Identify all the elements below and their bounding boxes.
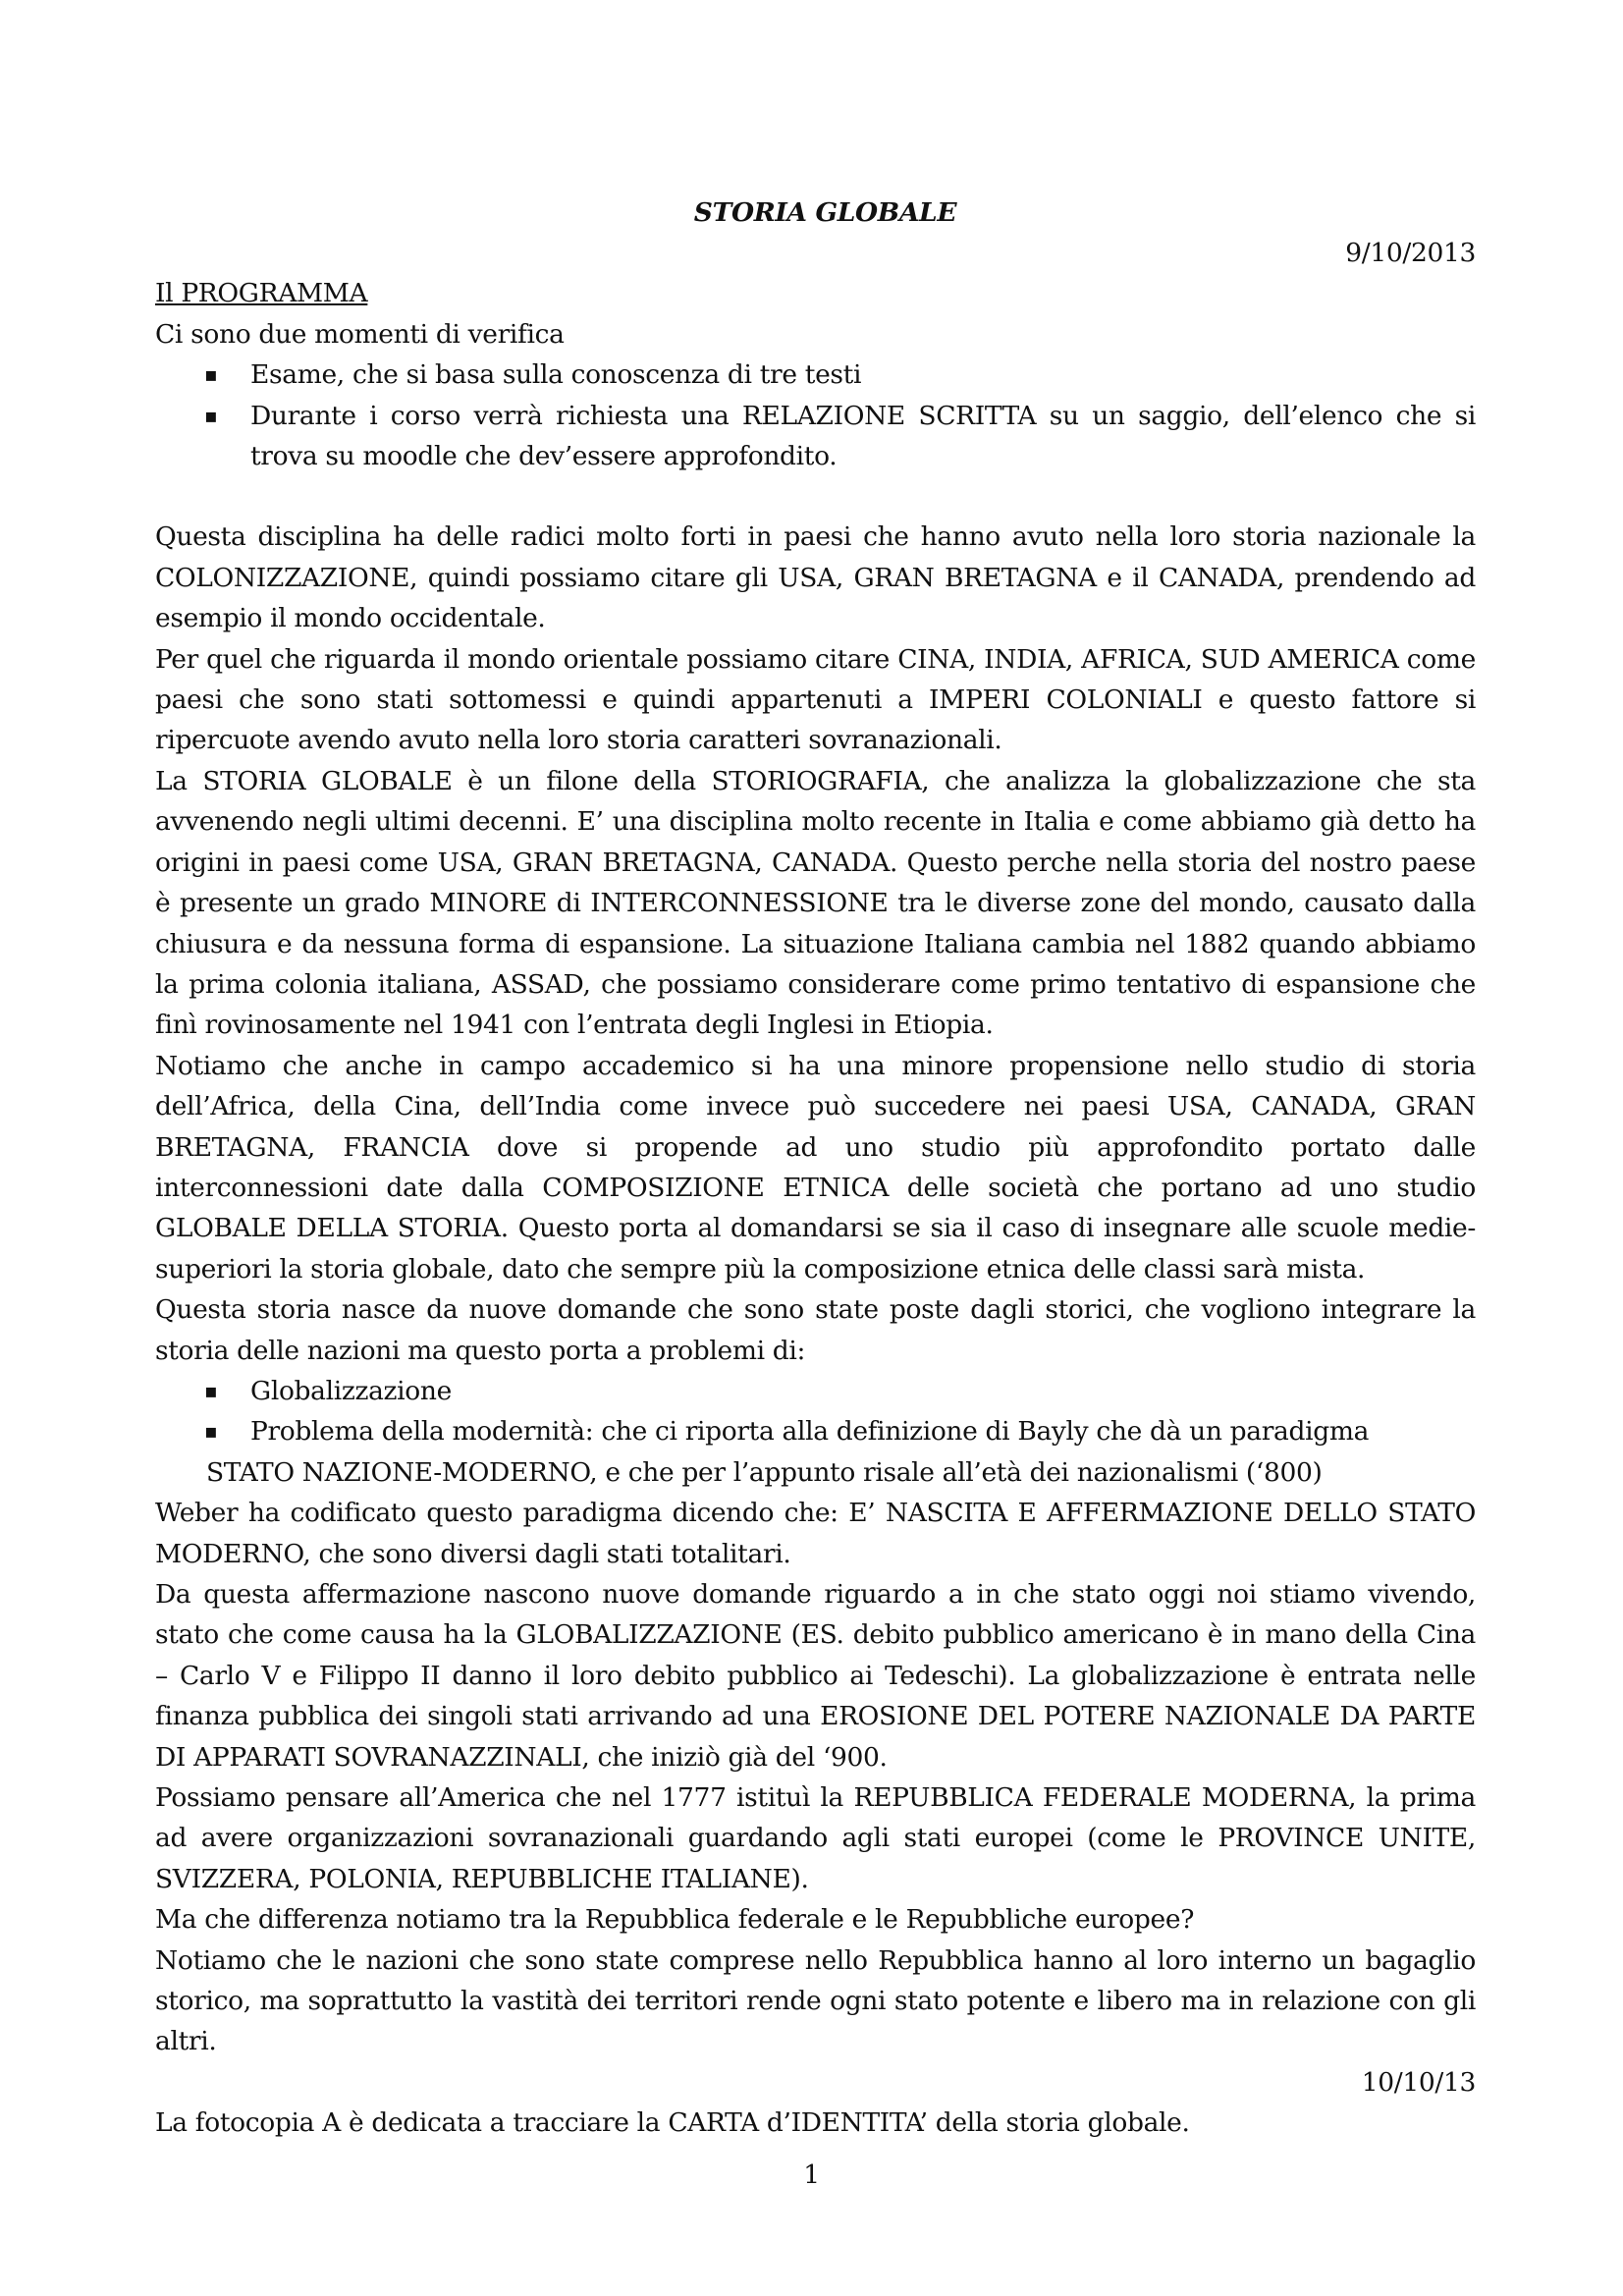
lecture-date-2: 10/10/13 [1361, 2066, 1476, 2098]
paragraph: Weber ha codificato questo paradigma dicendo che: E’ NASCITA E AFFERMAZIONE DELLO STATO MODERNO, che sono diversi dagli stati totalitari. [155, 1498, 1476, 1569]
page-number: 1 [803, 2159, 820, 2190]
intro-text: Ci sono due momenti di verifica [155, 318, 565, 350]
paragraph: Da questa affermazione nascono nuove domande riguardo a in che stato oggi noi stiamo vivendo, stato che come causa ha la GLOBALIZZAZIONE (ES. debito pubblico americano è in mano della Cina – Carlo V e Filippo II danno il loro debito pubblico ai Tedeschi). La globalizzazione è entrata nelle finanza pubblica dei singoli stati arrivando ad una EROSIONE DEL POTERE NAZIONALE DA PARTE DI APPARATI SOVRANAZZINALI, che iniziò già del ‘900. [155, 1579, 1476, 1773]
list-item: ▪ Problema della modernità: che ci riporta alla definizione di Bayly che dà un paradigma [155, 1411, 1476, 1451]
paragraph: Possiamo pensare all’America che nel 1777 istituì la REPUBBLICA FEDERALE MODERNA, la prima ad avere organizzazioni sovranazionali guardando agli stati europei (come le PROVINCE UNITE, SVIZZERA, POLONIA, REPUBBLICHE ITALIANE). [155, 1782, 1476, 1894]
lecture-date: 9/10/2013 [1345, 238, 1476, 268]
paragraph: Ma che differenza notiamo tra la Repubblica federale e le Repubbliche europee? [155, 1904, 1195, 1936]
document-title: STORIA GLOBALE [693, 197, 957, 228]
paragraph: Per quel che riguarda il mondo orientale possiamo citare CINA, INDIA, AFRICA, SUD AMERICA come paesi che sono stati sottomessi e quindi appartenuti a IMPERI COLONIALI e questo fattore si ripercuote avendo avuto nella loro storia caratteri sovranazionali. [155, 643, 1476, 756]
paragraph: Questa storia nasce da nuove domande che sono state poste dagli storici, che vogliono integrare la storia delle nazioni ma questo porta a problemi di: [155, 1294, 1476, 1366]
list-continuation: STATO NAZIONE-MODERNO, e che per l’appunto risale all’età dei nazionalismi (‘800) [206, 1456, 1323, 1488]
list-item: ▪ Durante i corso verrà richiesta una RELAZIONE SCRITTA su un saggio, dell’elenco che si trova su moodle che dev’essere approfondito. [155, 396, 1476, 477]
spacer [155, 476, 1476, 517]
list-item: ▪ Esame, che si basa sulla conoscenza di tre testi [155, 355, 1476, 395]
verification-list [155, 355, 1476, 476]
problems-list [155, 1371, 1476, 1452]
list-item: ▪ Globalizzazione [155, 1371, 1476, 1411]
section-heading: Il PROGRAMMA [155, 278, 368, 309]
paragraph: Questa disciplina ha delle radici molto forti in paesi che hanno avuto nella loro storia nazionale la COLONIZZAZIONE, quindi possiamo citare gli USA, GRAN BRETAGNA e il CANADA, prendendo ad esempio il mondo occidentale. [155, 521, 1476, 634]
paragraph: Notiamo che anche in campo accademico si ha una minore propensione nello studio di storia dell’Africa, della Cina, dell’India come invece può succedere nei paesi USA, CANADA, GRAN BRETAGNA, FRANCIA dove si propende ad uno studio più approfondito portato dalle interconnessioni date dalla COMPOSIZIONE ETNICA delle società che portano ad uno studio GLOBALE DELLA STORIA. Questo porta al domandarsi se sia il caso di insegnare alle scuole medie-superiori la storia globale, dato che sempre più la composizione etnica delle classi sarà mista. [155, 1050, 1476, 1285]
paragraph: La fotocopia A è dedicata a tracciare la CARTA d’IDENTITA’ della storia globale. [155, 2107, 1190, 2139]
paragraph: Notiamo che le nazioni che sono state comprese nello Repubblica hanno al loro interno un bagaglio storico, ma soprattutto la vastità dei territori rende ogni stato potente e libero ma in relazione con gli altri. [155, 1944, 1476, 2057]
paragraph: La STORIA GLOBALE è un filone della STORIOGRAFIA, che analizza la globalizzazione che sta avvenendo negli ultimi decenni. E’ una disciplina molto recente in Italia e come abbiamo già detto ha origini in paesi come USA, GRAN BRETAGNA, CANADA. Questo perche nella storia del nostro paese è presente un grado MINORE di INTERCONNESSIONE tra le diverse zone del mondo, causato dalla chiusura e da nessuna forma di espansione. La situazione Italiana cambia nel 1882 quando abbiamo la prima colonia italiana, ASSAD, che possiamo considerare come primo tentativo di espansione che finì rovinosamente nel 1941 con l’entrata degli Inglesi in Etiopia. [155, 765, 1476, 1041]
